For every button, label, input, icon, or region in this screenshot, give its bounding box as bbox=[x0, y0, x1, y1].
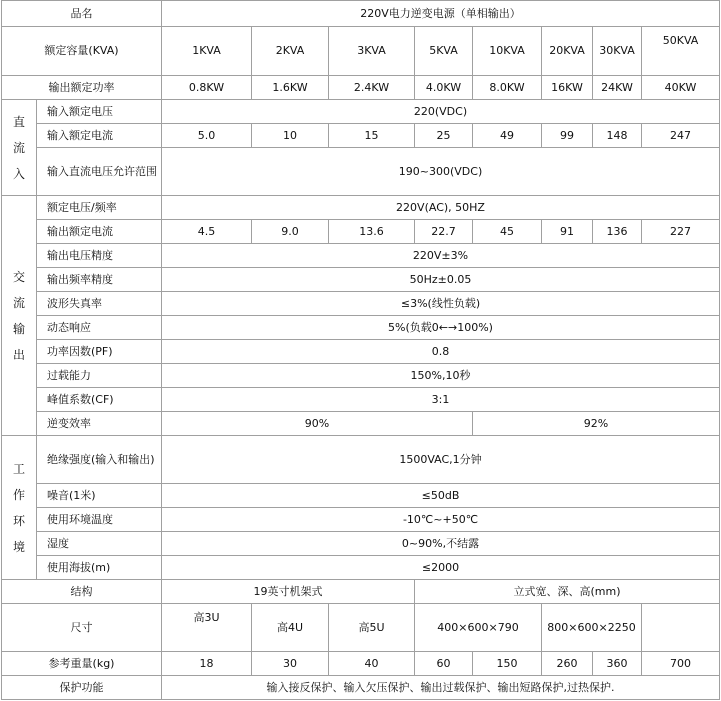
value: 90% bbox=[162, 412, 473, 436]
value: 220(VDC) bbox=[162, 100, 720, 124]
cell: 10 bbox=[252, 124, 329, 148]
cell: 15 bbox=[329, 124, 415, 148]
value: 220V(AC), 50HZ bbox=[162, 196, 720, 220]
label: 过载能力 bbox=[37, 364, 162, 388]
cell: 60 bbox=[415, 652, 473, 676]
row-overload bbox=[2, 364, 720, 388]
row-dimensions bbox=[2, 604, 720, 652]
cell: 16KW bbox=[542, 76, 593, 100]
cell: 高4U bbox=[252, 604, 329, 652]
cell: 25 bbox=[415, 124, 473, 148]
value: 1500VAC,1分钟 bbox=[162, 436, 720, 484]
cell: 30 bbox=[252, 652, 329, 676]
value: 92% bbox=[473, 412, 720, 436]
cell: 5KVA bbox=[415, 27, 473, 76]
label: 输入直流电压允许范围 bbox=[37, 148, 162, 196]
cell: 高5U bbox=[329, 604, 415, 652]
cell: 18 bbox=[162, 652, 252, 676]
value: 0.8 bbox=[162, 340, 720, 364]
cell: 40 bbox=[329, 652, 415, 676]
cell: 30KVA bbox=[593, 27, 642, 76]
label: 输入额定电压 bbox=[37, 100, 162, 124]
label: 峰值系数(CF) bbox=[37, 388, 162, 412]
value: 50Hz±0.05 bbox=[162, 268, 720, 292]
spec-table bbox=[1, 0, 720, 700]
value: 3:1 bbox=[162, 388, 720, 412]
label: 输出额定电流 bbox=[37, 220, 162, 244]
cell: 49 bbox=[473, 124, 542, 148]
cell: 260 bbox=[542, 652, 593, 676]
cell: 99 bbox=[542, 124, 593, 148]
value: 输入接反保护、输入欠压保护、输出过载保护、输出短路保护,过热保护. bbox=[162, 676, 720, 700]
cell bbox=[642, 604, 720, 652]
cell: 24KW bbox=[593, 76, 642, 100]
cell: 400×600×790 bbox=[415, 604, 542, 652]
cell: 360 bbox=[593, 652, 642, 676]
label: 额定容量(KVA) bbox=[2, 27, 162, 76]
cell: 1KVA bbox=[162, 27, 252, 76]
row-dc-range bbox=[2, 148, 720, 196]
row-ac-vf bbox=[2, 196, 720, 220]
value: 150%,10秒 bbox=[162, 364, 720, 388]
label: 绝缘强度(输入和输出) bbox=[37, 436, 162, 484]
cell: 22.7 bbox=[415, 220, 473, 244]
label: 额定电压/频率 bbox=[37, 196, 162, 220]
row-structure bbox=[2, 580, 720, 604]
cell: 150 bbox=[473, 652, 542, 676]
row-efficiency bbox=[2, 412, 720, 436]
value: 220V电力逆变电源（单相输出） bbox=[162, 1, 720, 27]
cell: 13.6 bbox=[329, 220, 415, 244]
row-noise bbox=[2, 484, 720, 508]
label: 功率因数(PF) bbox=[37, 340, 162, 364]
row-dc-voltage bbox=[2, 100, 720, 124]
cell: 9.0 bbox=[252, 220, 329, 244]
row-weight bbox=[2, 652, 720, 676]
label: 使用海拔(m) bbox=[37, 556, 162, 580]
cell: 20KVA bbox=[542, 27, 593, 76]
label: 输出额定功率 bbox=[2, 76, 162, 100]
value: 0~90%,不结露 bbox=[162, 532, 720, 556]
label: 输入额定电流 bbox=[37, 124, 162, 148]
cell: 3KVA bbox=[329, 27, 415, 76]
label: 逆变效率 bbox=[37, 412, 162, 436]
value: ≤3%(线性负载) bbox=[162, 292, 720, 316]
label: 湿度 bbox=[37, 532, 162, 556]
value: 立式宽、深、高(mm) bbox=[415, 580, 720, 604]
row-pf bbox=[2, 340, 720, 364]
label: 动态响应 bbox=[37, 316, 162, 340]
row-cf bbox=[2, 388, 720, 412]
value: ≤50dB bbox=[162, 484, 720, 508]
cell: 800×600×2250 bbox=[542, 604, 642, 652]
row-altitude bbox=[2, 556, 720, 580]
row-thd bbox=[2, 292, 720, 316]
value: 19英寸机架式 bbox=[162, 580, 415, 604]
row-dynamic bbox=[2, 316, 720, 340]
cell: 5.0 bbox=[162, 124, 252, 148]
row-temperature bbox=[2, 508, 720, 532]
row-insulation bbox=[2, 436, 720, 484]
cell: 227 bbox=[642, 220, 720, 244]
cell: 8.0KW bbox=[473, 76, 542, 100]
row-output-power bbox=[2, 76, 720, 100]
cell: 91 bbox=[542, 220, 593, 244]
label: 噪音(1米) bbox=[37, 484, 162, 508]
row-capacity bbox=[2, 27, 720, 76]
value: ≤2000 bbox=[162, 556, 720, 580]
cell: 136 bbox=[593, 220, 642, 244]
cell: 4.5 bbox=[162, 220, 252, 244]
row-ac-current bbox=[2, 220, 720, 244]
value: 5%(负载0←→100%) bbox=[162, 316, 720, 340]
cell: 1.6KW bbox=[252, 76, 329, 100]
row-protection bbox=[2, 676, 720, 700]
row-dc-current bbox=[2, 124, 720, 148]
value: -10℃~+50℃ bbox=[162, 508, 720, 532]
cell: 2KVA bbox=[252, 27, 329, 76]
value: 190~300(VDC) bbox=[162, 148, 720, 196]
value: 220V±3% bbox=[162, 244, 720, 268]
cell: 247 bbox=[642, 124, 720, 148]
label: 使用环境温度 bbox=[37, 508, 162, 532]
label: 参考重量(kg) bbox=[2, 652, 162, 676]
label: 输出电压精度 bbox=[37, 244, 162, 268]
cell: 700 bbox=[642, 652, 720, 676]
row-product bbox=[2, 1, 720, 27]
cell: 2.4KW bbox=[329, 76, 415, 100]
cell: 50KVA bbox=[642, 27, 720, 76]
cell: 高3U bbox=[162, 604, 252, 652]
label: 输出频率精度 bbox=[37, 268, 162, 292]
label: 结构 bbox=[2, 580, 162, 604]
cell: 40KW bbox=[642, 76, 720, 100]
cell: 10KVA bbox=[473, 27, 542, 76]
cell: 148 bbox=[593, 124, 642, 148]
row-voltage-accuracy bbox=[2, 244, 720, 268]
cell: 45 bbox=[473, 220, 542, 244]
label: 波形失真率 bbox=[37, 292, 162, 316]
row-freq-accuracy bbox=[2, 268, 720, 292]
group-ac-output: 交 流 输 出 bbox=[2, 196, 37, 436]
cell: 0.8KW bbox=[162, 76, 252, 100]
cell: 4.0KW bbox=[415, 76, 473, 100]
label: 尺寸 bbox=[2, 604, 162, 652]
label: 保护功能 bbox=[2, 676, 162, 700]
row-humidity bbox=[2, 532, 720, 556]
group-dc-input: 直 流 入 bbox=[2, 100, 37, 196]
label: 品名 bbox=[2, 1, 162, 27]
group-environment: 工 作 环 境 bbox=[2, 436, 37, 580]
